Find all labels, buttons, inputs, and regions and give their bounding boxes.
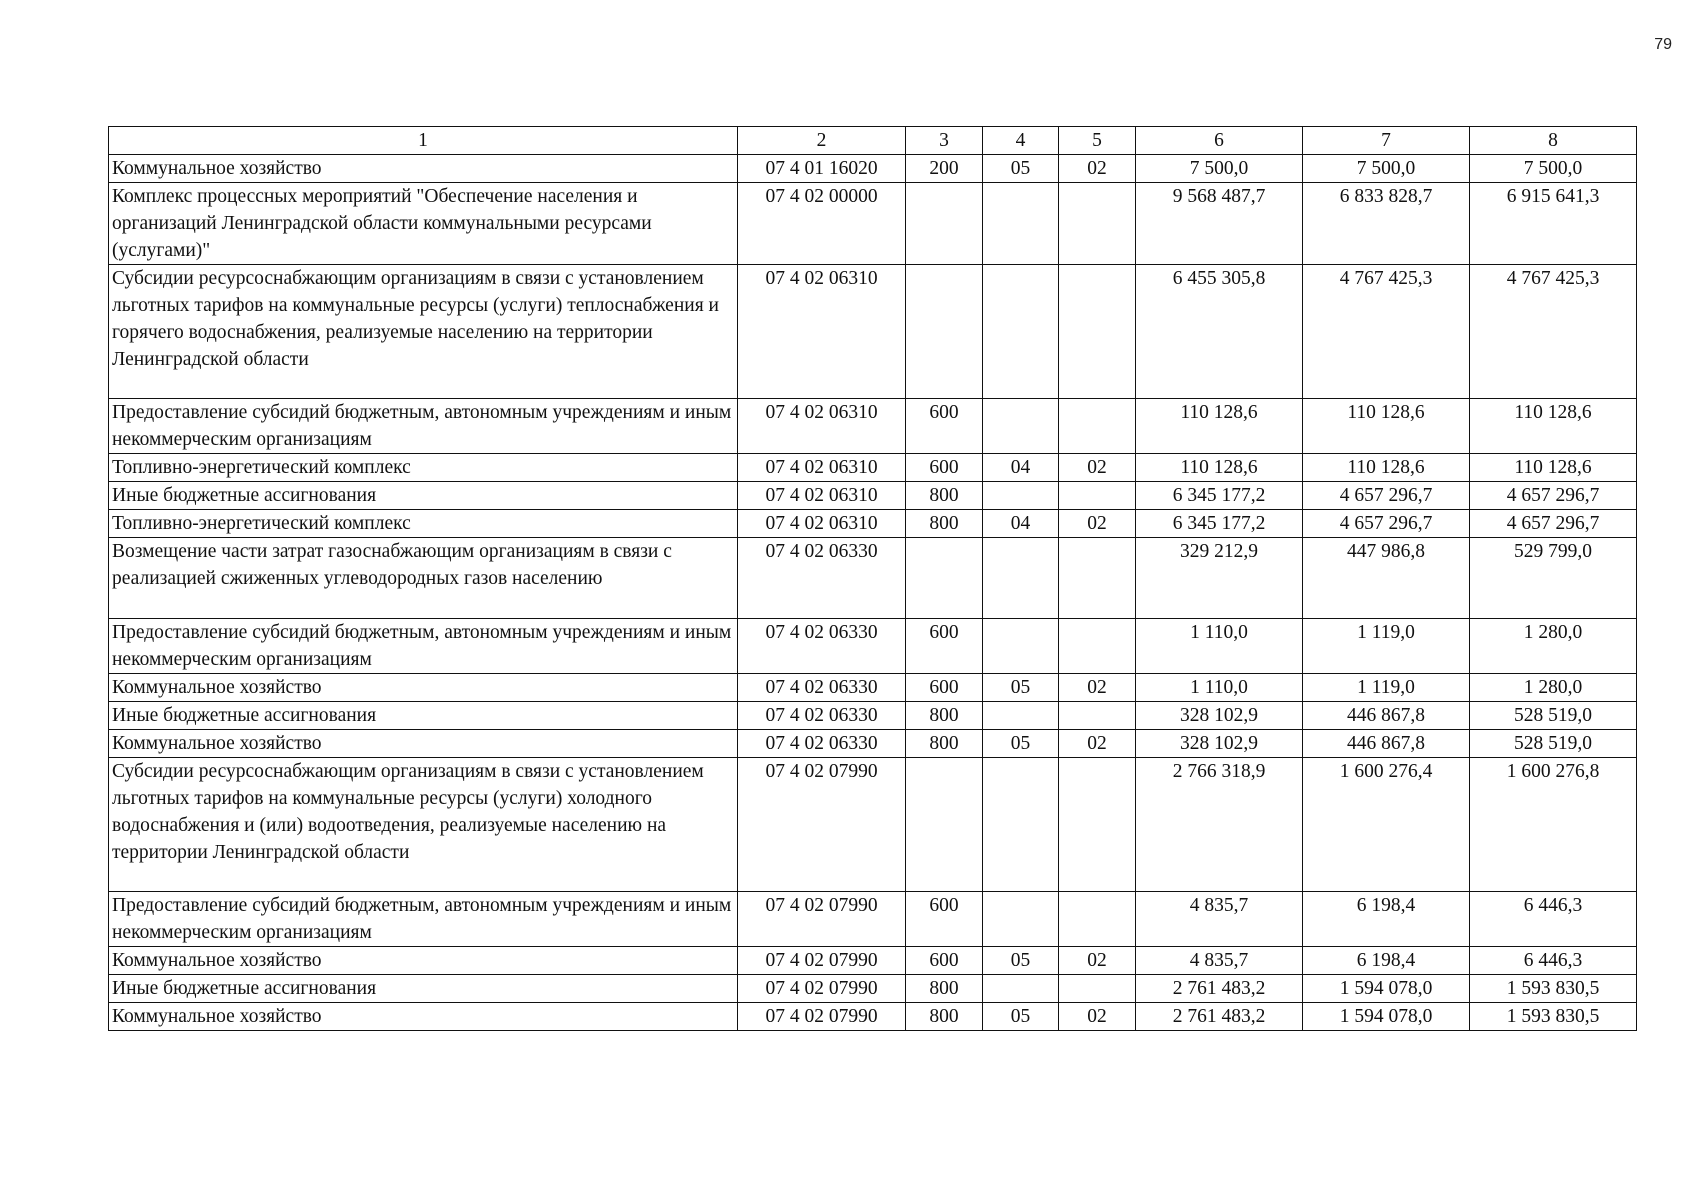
row-code-cell: 07 4 02 07990 [738, 758, 906, 892]
row-col5-cell [1059, 265, 1136, 399]
row-name-cell: Субсидии ресурсоснабжающим организациям в связи с установлением льготных тарифов на коммунальные ресурсы (услуги) холодного водоснабжения и (или) водоотведения, реализуемые населению на территории Ленинградской области [109, 758, 738, 892]
row-value8-cell: 6 446,3 [1470, 892, 1637, 947]
row-col3-cell: 800 [906, 702, 983, 730]
row-col5-cell [1059, 758, 1136, 892]
row-name-cell: Субсидии ресурсоснабжающим организациям в связи с установлением льготных тарифов на коммунальные ресурсы (услуги) теплоснабжения и горячего водоснабжения, реализуемые населению на территории Ленинградской области [109, 265, 738, 399]
row-value7-cell: 7 500,0 [1303, 155, 1470, 183]
row-code-cell: 07 4 02 06310 [738, 399, 906, 454]
row-name-cell: Иные бюджетные ассигнования [109, 482, 738, 510]
row-col5-cell [1059, 183, 1136, 265]
row-value6-cell: 4 835,7 [1136, 892, 1303, 947]
table-row [109, 454, 1637, 482]
row-col3-cell: 600 [906, 619, 983, 674]
row-name-cell: Топливно-энергетический комплекс [109, 454, 738, 482]
row-col4-cell: 05 [983, 674, 1059, 702]
row-col4-cell [983, 619, 1059, 674]
table-row [109, 155, 1637, 183]
row-col3-cell: 800 [906, 1003, 983, 1031]
row-col3-cell: 800 [906, 510, 983, 538]
row-col5-cell: 02 [1059, 510, 1136, 538]
row-name-cell: Возмещение части затрат газоснабжающим организациям в связи с реализацией сжиженных углеводородных газов населению [109, 538, 738, 619]
row-value8-cell: 110 128,6 [1470, 399, 1637, 454]
row-code-cell: 07 4 02 07990 [738, 892, 906, 947]
row-value6-cell: 4 835,7 [1136, 947, 1303, 975]
row-col3-cell: 600 [906, 454, 983, 482]
row-value7-cell: 6 198,4 [1303, 947, 1470, 975]
row-name-cell: Иные бюджетные ассигнования [109, 975, 738, 1003]
row-col5-cell [1059, 399, 1136, 454]
row-value6-cell: 6 345 177,2 [1136, 482, 1303, 510]
row-code-cell: 07 4 02 00000 [738, 183, 906, 265]
row-col4-cell: 05 [983, 1003, 1059, 1031]
table-row [109, 482, 1637, 510]
row-col5-cell: 02 [1059, 730, 1136, 758]
row-value6-cell: 6 345 177,2 [1136, 510, 1303, 538]
table-row [109, 510, 1637, 538]
column-header: 2 [738, 127, 906, 155]
row-code-cell: 07 4 02 06310 [738, 510, 906, 538]
row-value7-cell: 1 119,0 [1303, 674, 1470, 702]
row-value6-cell: 110 128,6 [1136, 454, 1303, 482]
row-col4-cell [983, 399, 1059, 454]
row-col3-cell: 200 [906, 155, 983, 183]
row-value6-cell: 7 500,0 [1136, 155, 1303, 183]
row-col4-cell [983, 183, 1059, 265]
row-value7-cell: 4 657 296,7 [1303, 482, 1470, 510]
row-col3-cell: 600 [906, 892, 983, 947]
row-code-cell: 07 4 02 07990 [738, 947, 906, 975]
row-value6-cell: 1 110,0 [1136, 674, 1303, 702]
row-name-cell: Иные бюджетные ассигнования [109, 702, 738, 730]
table-row [109, 702, 1637, 730]
column-header: 8 [1470, 127, 1637, 155]
column-header: 1 [109, 127, 738, 155]
row-value8-cell: 6 915 641,3 [1470, 183, 1637, 265]
row-value7-cell: 110 128,6 [1303, 399, 1470, 454]
row-col3-cell [906, 183, 983, 265]
row-code-cell: 07 4 02 06310 [738, 482, 906, 510]
table-row [109, 892, 1637, 947]
row-value6-cell: 329 212,9 [1136, 538, 1303, 619]
row-col5-cell: 02 [1059, 1003, 1136, 1031]
row-value7-cell: 6 198,4 [1303, 892, 1470, 947]
column-header: 3 [906, 127, 983, 155]
row-value7-cell: 446 867,8 [1303, 730, 1470, 758]
row-col4-cell: 04 [983, 510, 1059, 538]
row-value8-cell: 528 519,0 [1470, 730, 1637, 758]
row-code-cell: 07 4 02 06310 [738, 454, 906, 482]
row-name-cell: Предоставление субсидий бюджетным, автономным учреждениям и иным некоммерческим организациям [109, 892, 738, 947]
column-header: 5 [1059, 127, 1136, 155]
row-name-cell: Коммунальное хозяйство [109, 947, 738, 975]
table-row [109, 538, 1637, 619]
budget-table [108, 126, 1637, 1031]
row-col4-cell: 05 [983, 730, 1059, 758]
row-value8-cell: 6 446,3 [1470, 947, 1637, 975]
row-name-cell: Топливно-энергетический комплекс [109, 510, 738, 538]
row-value8-cell: 529 799,0 [1470, 538, 1637, 619]
row-value7-cell: 4 657 296,7 [1303, 510, 1470, 538]
table-row [109, 758, 1637, 892]
row-value8-cell: 110 128,6 [1470, 454, 1637, 482]
row-code-cell: 07 4 02 06330 [738, 619, 906, 674]
row-value6-cell: 2 766 318,9 [1136, 758, 1303, 892]
row-col3-cell: 800 [906, 482, 983, 510]
row-name-cell: Комплекс процессных мероприятий "Обеспечение населения и организаций Ленинградской области коммунальными ресурсами (услугами)" [109, 183, 738, 265]
row-value6-cell: 1 110,0 [1136, 619, 1303, 674]
row-col5-cell [1059, 538, 1136, 619]
row-value7-cell: 1 600 276,4 [1303, 758, 1470, 892]
row-value7-cell: 1 594 078,0 [1303, 975, 1470, 1003]
row-value8-cell: 1 600 276,8 [1470, 758, 1637, 892]
row-value6-cell: 328 102,9 [1136, 730, 1303, 758]
row-name-cell: Предоставление субсидий бюджетным, автономным учреждениям и иным некоммерческим организациям [109, 399, 738, 454]
row-name-cell: Коммунальное хозяйство [109, 730, 738, 758]
row-value8-cell: 1 280,0 [1470, 674, 1637, 702]
row-col5-cell: 02 [1059, 674, 1136, 702]
row-value7-cell: 1 594 078,0 [1303, 1003, 1470, 1031]
row-col4-cell [983, 702, 1059, 730]
column-header: 4 [983, 127, 1059, 155]
row-value6-cell: 328 102,9 [1136, 702, 1303, 730]
row-value7-cell: 4 767 425,3 [1303, 265, 1470, 399]
row-col5-cell: 02 [1059, 155, 1136, 183]
row-value8-cell: 1 593 830,5 [1470, 975, 1637, 1003]
row-col4-cell [983, 265, 1059, 399]
header-row [109, 127, 1637, 155]
row-value8-cell: 1 280,0 [1470, 619, 1637, 674]
table-row [109, 975, 1637, 1003]
row-col5-cell [1059, 619, 1136, 674]
row-name-cell: Коммунальное хозяйство [109, 1003, 738, 1031]
row-col3-cell: 800 [906, 975, 983, 1003]
row-col3-cell [906, 758, 983, 892]
row-code-cell: 07 4 02 06330 [738, 730, 906, 758]
row-code-cell: 07 4 02 06310 [738, 265, 906, 399]
row-code-cell: 07 4 01 16020 [738, 155, 906, 183]
row-code-cell: 07 4 02 06330 [738, 674, 906, 702]
row-value6-cell: 110 128,6 [1136, 399, 1303, 454]
row-value6-cell: 2 761 483,2 [1136, 975, 1303, 1003]
row-col4-cell [983, 975, 1059, 1003]
row-value6-cell: 6 455 305,8 [1136, 265, 1303, 399]
row-col3-cell: 600 [906, 399, 983, 454]
row-col5-cell: 02 [1059, 454, 1136, 482]
row-col3-cell: 600 [906, 947, 983, 975]
column-header: 7 [1303, 127, 1470, 155]
row-col4-cell [983, 482, 1059, 510]
column-header: 6 [1136, 127, 1303, 155]
row-value7-cell: 1 119,0 [1303, 619, 1470, 674]
row-code-cell: 07 4 02 07990 [738, 975, 906, 1003]
row-col5-cell [1059, 975, 1136, 1003]
table-row [109, 265, 1637, 399]
row-value8-cell: 1 593 830,5 [1470, 1003, 1637, 1031]
table-row [109, 1003, 1637, 1031]
row-value6-cell: 2 761 483,2 [1136, 1003, 1303, 1031]
row-col4-cell [983, 892, 1059, 947]
row-col5-cell [1059, 702, 1136, 730]
row-code-cell: 07 4 02 06330 [738, 702, 906, 730]
row-value7-cell: 6 833 828,7 [1303, 183, 1470, 265]
row-code-cell: 07 4 02 07990 [738, 1003, 906, 1031]
row-col5-cell: 02 [1059, 947, 1136, 975]
table-row [109, 947, 1637, 975]
row-name-cell: Коммунальное хозяйство [109, 155, 738, 183]
row-col4-cell [983, 538, 1059, 619]
row-value8-cell: 4 657 296,7 [1470, 510, 1637, 538]
row-col5-cell [1059, 892, 1136, 947]
row-value7-cell: 110 128,6 [1303, 454, 1470, 482]
row-col3-cell: 800 [906, 730, 983, 758]
row-col3-cell: 600 [906, 674, 983, 702]
table-row [109, 674, 1637, 702]
row-col5-cell [1059, 482, 1136, 510]
table-row [109, 730, 1637, 758]
table-row [109, 183, 1637, 265]
row-code-cell: 07 4 02 06330 [738, 538, 906, 619]
row-name-cell: Коммунальное хозяйство [109, 674, 738, 702]
table-body [109, 155, 1637, 1031]
row-value8-cell: 528 519,0 [1470, 702, 1637, 730]
page-number: 79 [1654, 36, 1672, 53]
row-value7-cell: 447 986,8 [1303, 538, 1470, 619]
row-value8-cell: 4 657 296,7 [1470, 482, 1637, 510]
row-value7-cell: 446 867,8 [1303, 702, 1470, 730]
row-col4-cell: 04 [983, 454, 1059, 482]
row-value6-cell: 9 568 487,7 [1136, 183, 1303, 265]
table-row [109, 399, 1637, 454]
table-row [109, 619, 1637, 674]
row-col3-cell [906, 265, 983, 399]
row-col4-cell [983, 758, 1059, 892]
row-name-cell: Предоставление субсидий бюджетным, автономным учреждениям и иным некоммерческим организациям [109, 619, 738, 674]
row-col4-cell: 05 [983, 155, 1059, 183]
row-col3-cell [906, 538, 983, 619]
row-value8-cell: 4 767 425,3 [1470, 265, 1637, 399]
row-value8-cell: 7 500,0 [1470, 155, 1637, 183]
row-col4-cell: 05 [983, 947, 1059, 975]
